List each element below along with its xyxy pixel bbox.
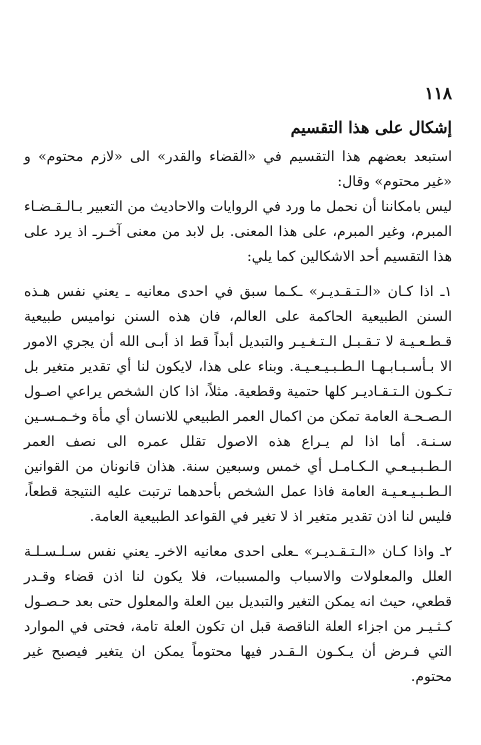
- paragraph-intro: استبعد بعضهم هذا التقسيم في «القضاء والقدر» الى «لازم محتوم» و «غير محتوم» وقال:: [24, 149, 452, 191]
- paragraph-point-2: ٢ـ واذا كـان «الـتـقـديـر» ـعلى احدى معانيه الاخرـ يعني نفس سـلـسـلـة العلل والمعلولات والاسباب والمسببات، فلا يكون لنا اذن قضاء وقـدر قطعي، حيث انه يمكن التغير والتبديل بين العلة والمعلول حتى بعد حـصـول كـثـيـر من اجزاء العلة الناقصة قبل ان تكون العلة تامة، فحتى في الموارد التي فـرض أن يـكـون الـقـدر فيها محتوماً يمكن ان يتغير فيصبح غير محتوم.: [24, 544, 452, 686]
- paragraph-gap: [24, 530, 452, 540]
- book-page: [24, 86, 452, 690]
- paragraph-point-1: ١ـ اذا كـان «الـتـقـديـر» ـكـما سبق في احدى معانيه ـ يعني نفس هـذه السنن الطبيعية الحاكمة على العالم، فان هذه السنن نواميس طبيعية قـطـعـيـة لا تـقـبـل الـتـغـيـر والتبديل أبداً قط اذ أبـى الله أن يجري الامور الا بـأسـبـابـهـا الـطـبـيـعـيـة. وبناء على هذا، لايكون لنا أي تقدير متغير بل تـكـون الـتـقـاديـر كلها حتمية وقطعية. مثلاً، اذا كان الشخص يراعي اصـول الـصـحـة العامة تمكن من اكمال العمر الطبيعي للانسان أي مأة وخـمـسـين سـنـة. أما اذا لم يـراع هذه الاصول تقلل عمره الى نصف العمر الـطـبـيـعـي الـكـامـل أي خمس وسبعين سنة. هذان قانونان من القوانين الـطـبـيـعـيـة العامة فاذا عمل الشخص بأحدهما ترتبت عليه النتيجة قطعاً، فليس لنا اذن تقدير متغير اذ لا تغير في القواعد الطبيعية العامة.: [24, 284, 452, 526]
- page-number: ١١٨: [424, 84, 452, 104]
- paragraph-argument: ليس بامكاننا أن نحمل ما ورد في الروايات والاحاديث من التعبير بـالـقـضـاء المبرم، وغير المبرم، على هذا المعنى. بل لابد من معنى آخـرـ اذ يرد على هذا التقسيم أحد الاشكالين كما يلي:: [24, 199, 452, 266]
- paragraph-gap: [24, 270, 452, 280]
- section-heading: إشكال على هذا التقسيم: [290, 118, 452, 137]
